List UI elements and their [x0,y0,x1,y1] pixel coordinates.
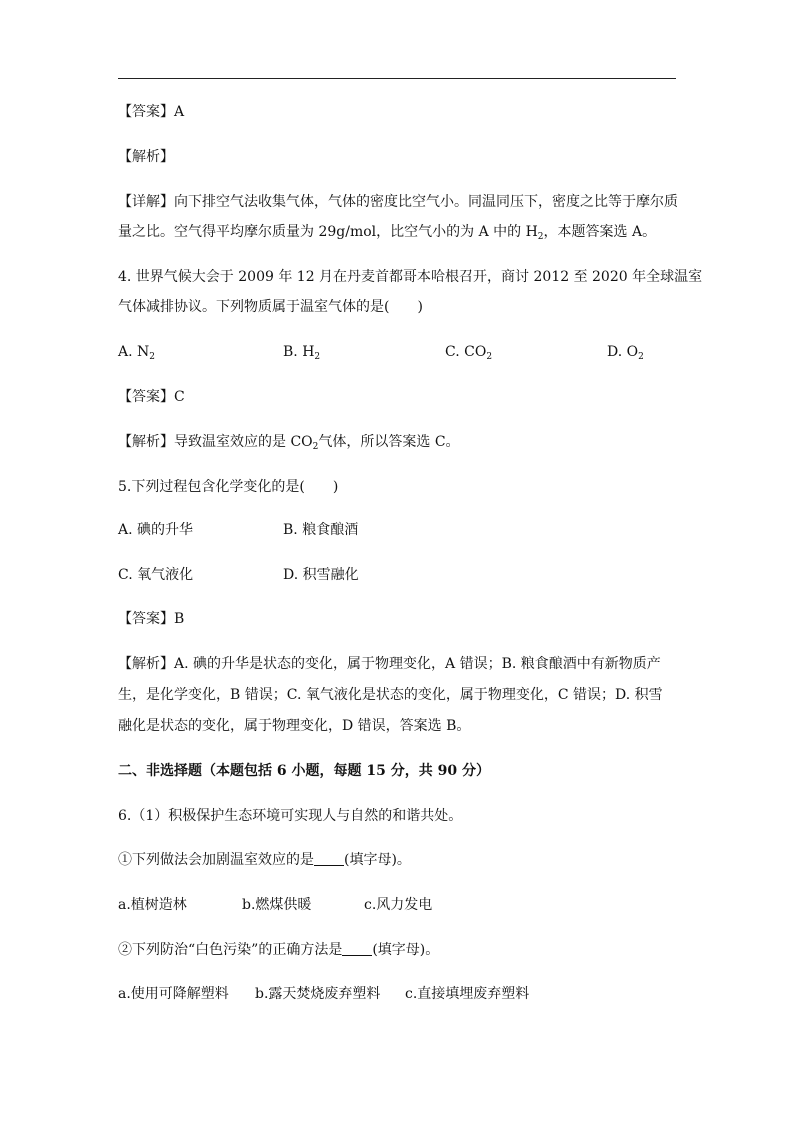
q5-option-d: D. 积雪融化 [283,567,359,583]
q6-sub2-option-a: a.使用可降解塑料 [118,986,229,1002]
q5-analysis-line3: 融化是状态的变化，属于物理变化，D 错误，答案选 B。 [118,718,471,734]
q6-sub2-option-b: b.露天焚烧废弃塑料 [255,986,381,1002]
q6-sub2-option-c: c.直接填埋废弃塑料 [405,986,530,1002]
q4-option-c: C. $CO_2$ [445,344,493,362]
q3-detail-line2: 量之比。空气得平均摩尔质量为 29g/mol，比空气小的为 A 中的 $H_2$，本题答案选 A。 [118,224,657,242]
q5-stem: 5.下列过程包含化学变化的是( ) [118,479,339,495]
q6-sub1: ①下列做法会加剧温室效应的是 (填字母)。 [118,852,411,868]
q4-option-b: B. $H_2$ [283,344,321,362]
q3-answer: 【答案】A [118,104,185,120]
q5-answer: 【答案】B [118,611,185,627]
q4-analysis: 【解析】导致温室效应的是 $CO_2$气体，所以答案选 C。 [118,434,460,452]
q5-option-b: B. 粮食酿酒 [283,522,359,538]
q4-answer: 【答案】C [118,389,185,405]
q6-sub1-option-c: c.风力发电 [364,897,433,913]
q6-sub1-option-b: b.燃煤供暖 [242,897,312,913]
q4-option-d: D. $O_2$ [607,344,644,362]
q5-option-a: A. 碘的升华 [118,522,194,538]
q3-detail-line1: 【详解】向下排空气法收集气体，气体的密度比空气小。同温同压下，密度之比等于摩尔质 [118,194,678,210]
q5-option-c: C. 氧气液化 [118,567,194,583]
header-rule [118,78,676,79]
q4-stem-line2: 气体减排协议。下列物质属于温室气体的是( ) [118,299,423,315]
q3-analysis-label: 【解析】 [118,149,174,165]
q5-analysis-line1: 【解析】A. 碘的升华是状态的变化，属于物理变化，A 错误；B. 粮食酿酒中有新物质产 [118,656,661,672]
q6-sub2: ②下列防治“白色污染”的正确方法是 (填字母)。 [118,942,440,958]
answer-blank[interactable] [342,941,372,956]
q6-stem: 6.（1）积极保护生态环境可实现人与自然的和谐共处。 [118,808,463,824]
q5-analysis-line2: 生，是化学变化，B 错误；C. 氧气液化是状态的变化，属于物理变化，C 错误；D. 积雪 [118,687,663,703]
section-heading: 二、非选择题（本题包括 6 小题，每题 15 分，共 90 分） [118,763,490,779]
q6-sub1-option-a: a.植树造林 [118,897,187,913]
q4-option-a: A. $N_2$ [118,344,155,362]
q4-stem-line1: 4. 世界气候大会于 2009 年 12 月在丹麦首都哥本哈根召开，商讨 2012 至 2020 年全球温室 [118,269,703,285]
answer-blank[interactable] [314,851,344,866]
